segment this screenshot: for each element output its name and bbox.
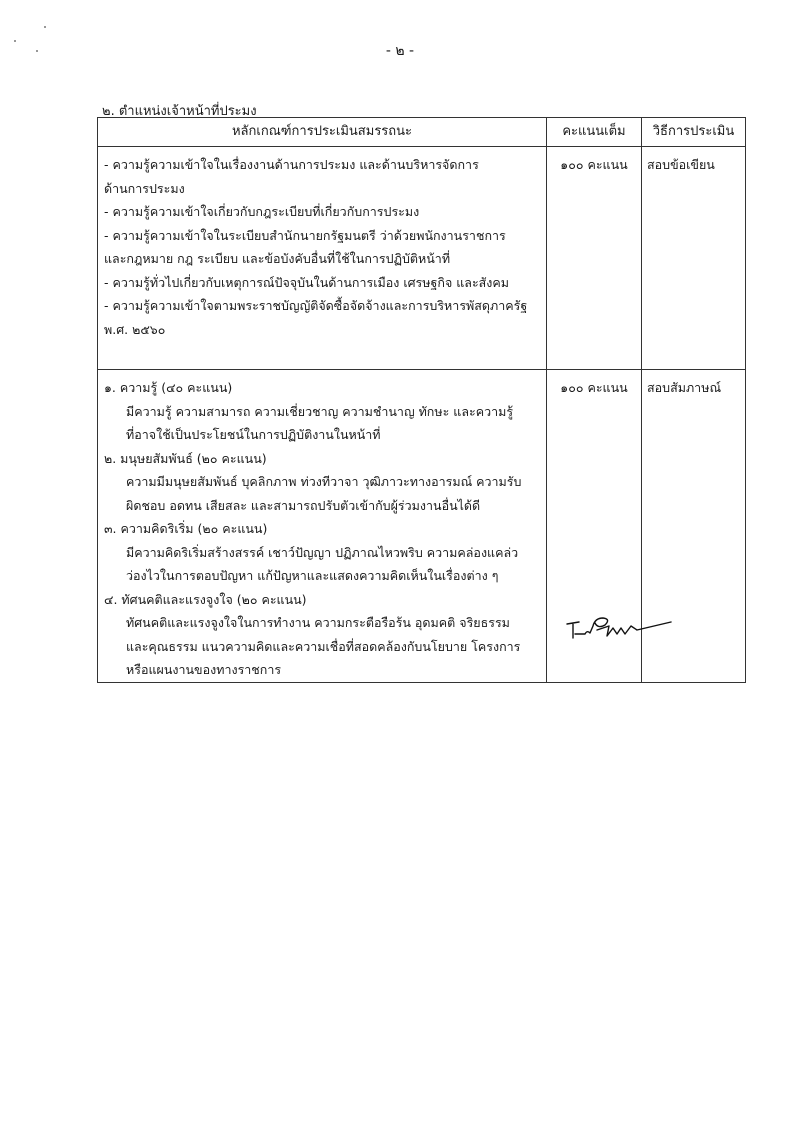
criteria-line: - ความรู้ทั่วไปเกี่ยวกับเหตุการณ์ปัจจุบันในด้านการเมือง เศรษฐกิจ และสังคม [104,274,510,290]
criteria-line: ที่อาจใช้เป็นประโยชน์ในการปฏิบัติงานในหน้าที่ [126,427,381,442]
header-full-score: คะแนนเต็ม [547,118,642,147]
score-cell: ๑๐๐ คะแนน [547,147,642,370]
method-cell: สอบข้อเขียน [642,147,746,370]
criteria-line: และคุณธรรม แนวความคิดและความเชื่อที่สอดคล้องกับนโยบาย โครงการ [126,638,521,654]
table-row [98,147,746,370]
criteria-line: ความมีมนุษยสัมพันธ์ บุคลิกภาพ ท่วงทีวาจา วุฒิภาวะทางอารมณ์ ความรับ [126,474,522,489]
section-title: ๒. ตำแหน่งเจ้าหน้าที่ประมง [102,104,257,119]
table-header-row [98,118,746,147]
competency-criteria-table [97,117,746,683]
header-method: วิธีการประเมิน [642,118,746,147]
criteria-line: ผิดชอบ อดทน เสียสละ และสามารถปรับตัวเข้ากับผู้ร่วมงานอื่นได้ดี [126,497,481,513]
scan-speck [36,50,38,52]
criteria-line: และกฎหมาย กฎ ระเบียบ และข้อบังคับอื่นที่ใช้ในการปฏิบัติหน้าที่ [104,251,451,266]
score-cell: ๑๐๐ คะแนน [547,370,642,683]
criteria-heading: ๓. ความคิดริเริ่ม (๒๐ คะแนน) [104,521,268,536]
criteria-line: ด้านการประมง [104,180,185,196]
method-cell: สอบสัมภาษณ์ [642,370,746,683]
scan-speck [44,26,46,28]
page-number: - ๒ - [385,43,415,59]
criteria-line: มีความคิดริเริ่มสร้างสรรค์ เชาว์ปัญญา ปฏิภาณไหวพริบ ความคล่องแคล่ว [126,544,519,560]
criteria-heading: ๑. ความรู้ (๔๐ คะแนน) [104,380,233,395]
criteria-line: พ.ศ. ๒๕๖๐ [104,321,166,337]
criteria-line: หรือแผนงานของทางราชการ [126,662,282,677]
header-criteria: หลักเกณฑ์การประเมินสมรรถนะ [98,118,547,147]
criteria-heading: ๔. ทัศนคติและแรงจูงใจ (๒๐ คะแนน) [104,591,307,607]
criteria-line: ทัศนคติและแรงจูงใจในการทำงาน ความกระตือรือร้น อุดมคติ จริยธรรม [126,615,510,630]
signature-icon [565,612,675,642]
criteria-line: - ความรู้ความเข้าใจในเรื่องงานด้านการประมง และด้านบริหารจัดการ [104,157,479,172]
criteria-line: - ความรู้ความเข้าใจเกี่ยวกับกฎระเบียบที่เกี่ยวกับการประมง [104,204,420,219]
criteria-line: - ความรู้ความเข้าใจตามพระราชบัญญัติจัดซื้อจัดจ้างและการบริหารพัสดุภาครัฐ [104,298,528,313]
criteria-cell [98,370,547,683]
scan-speck [14,40,16,42]
criteria-cell [98,147,547,370]
criteria-line: มีความรู้ ความสามารถ ความเชี่ยวชาญ ความชำนาญ ทักษะ และความรู้ [126,403,514,419]
criteria-line: ว่องไวในการตอบปัญหา แก้ปัญหาและแสดงความคิดเห็นในเรื่องต่าง ๆ [126,568,499,583]
criteria-heading: ๒. มนุษยสัมพันธ์ (๒๐ คะแนน) [104,450,267,466]
criteria-line: - ความรู้ความเข้าใจในระเบียบสำนักนายกรัฐมนตรี ว่าด้วยพนักงานราชการ [104,227,506,243]
